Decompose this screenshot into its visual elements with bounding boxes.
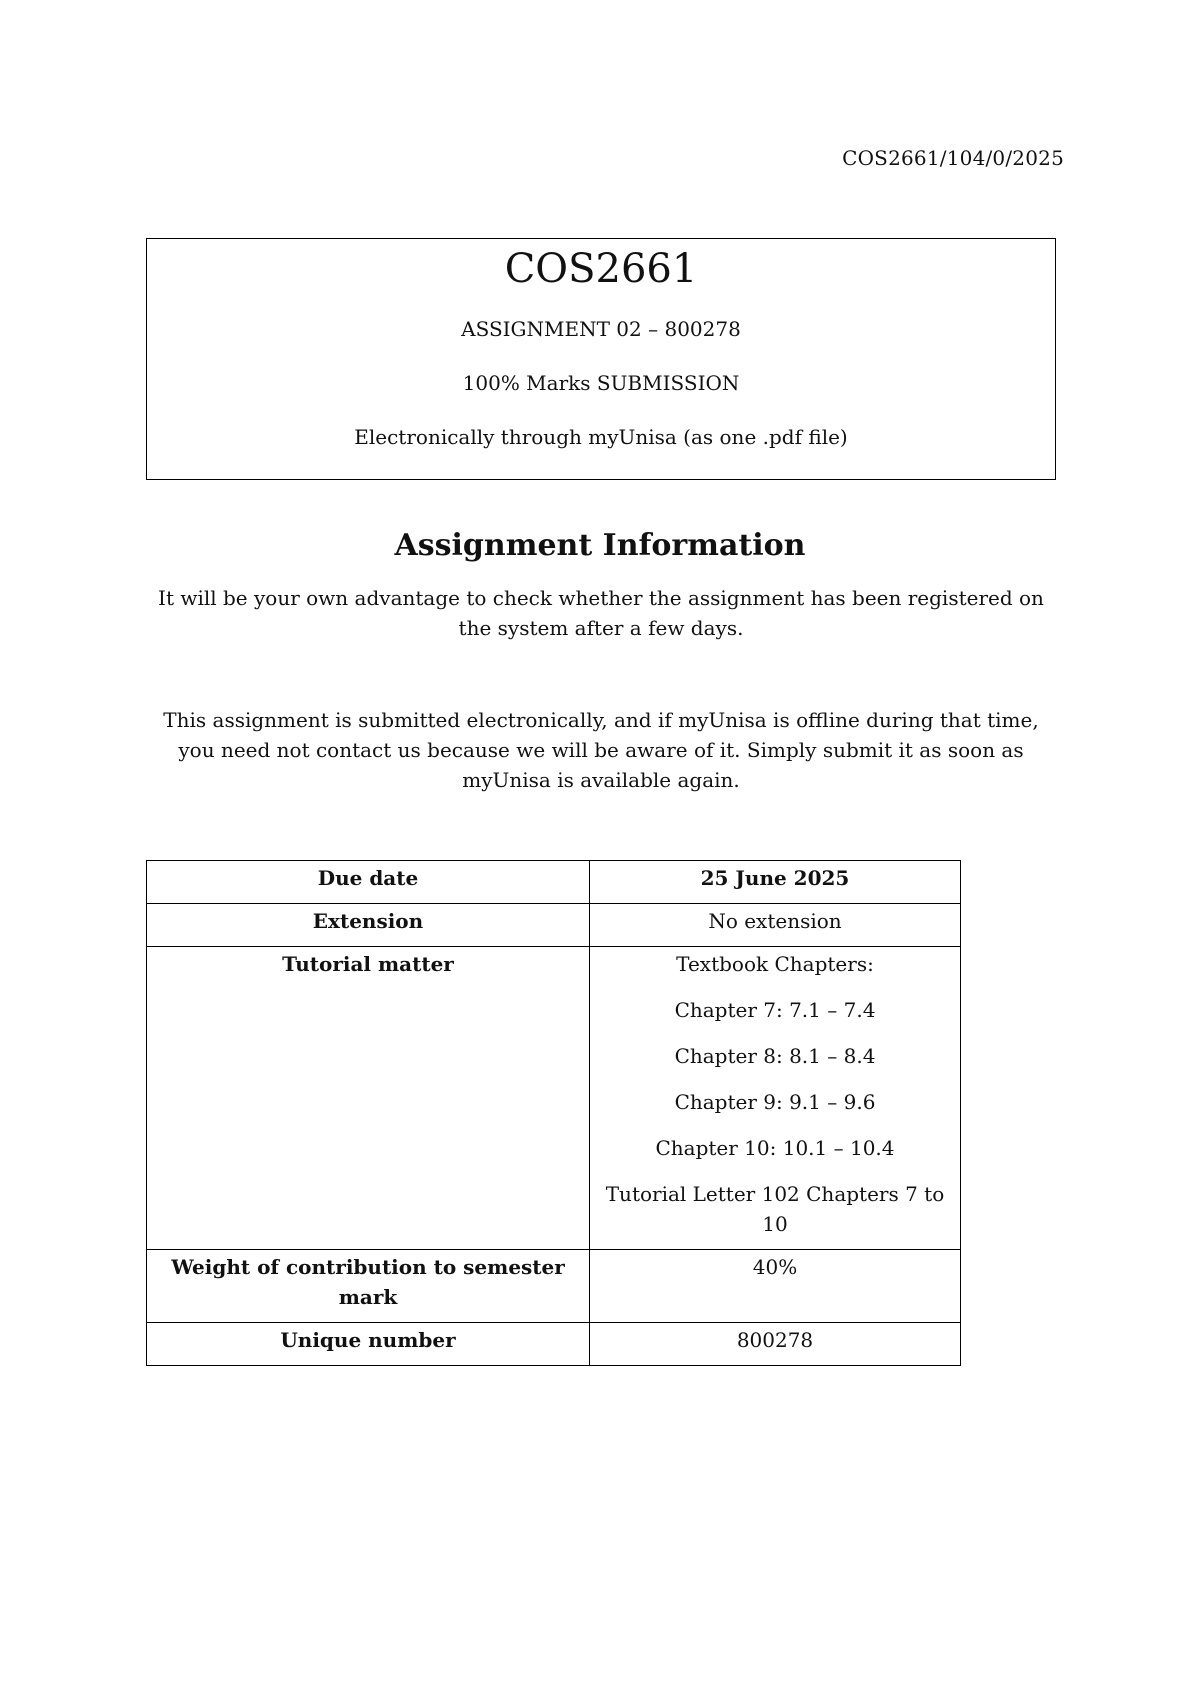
course-code: COS2661 <box>504 246 698 292</box>
document-reference: COS2661/104/0/2025 <box>842 146 1064 170</box>
info-paragraph-2: This assignment is submitted electronically, and if myUnisa is offline during that time, you need not contact us because we will be aware of it. Simply submit it as soon as myUnisa is available again. <box>163 708 1039 792</box>
due-date-label: Due date <box>147 861 590 904</box>
tutorial-line: Tutorial Letter 102 Chapters 7 to 10 <box>605 1182 945 1236</box>
tutorial-line: Chapter 10: 10.1 – 10.4 <box>655 1136 895 1160</box>
table-row <box>147 947 961 1250</box>
extension-value: No extension <box>590 904 961 947</box>
section-heading: Assignment Information <box>394 528 806 563</box>
submission-line: Electronically through myUnisa (as one .pdf file) <box>354 425 848 449</box>
tutorial-matter-value <box>590 947 961 1250</box>
tutorial-line: Chapter 9: 9.1 – 9.6 <box>674 1090 876 1114</box>
unique-number-label: Unique number <box>147 1323 590 1366</box>
unique-number-value: 800278 <box>590 1323 961 1366</box>
table-row <box>147 861 961 904</box>
assignment-line: ASSIGNMENT 02 – 800278 <box>461 317 741 341</box>
tutorial-matter-label: Tutorial matter <box>147 947 590 1250</box>
table-row <box>147 904 961 947</box>
tutorial-line: Chapter 8: 8.1 – 8.4 <box>674 1044 876 1068</box>
weight-value: 40% <box>590 1250 961 1323</box>
extension-label: Extension <box>147 904 590 947</box>
title-box <box>146 238 1056 480</box>
table-row <box>147 1250 961 1323</box>
due-date-value: 25 June 2025 <box>590 861 961 904</box>
assignment-info-table <box>146 860 961 1366</box>
tutorial-line: Textbook Chapters: <box>676 952 874 976</box>
tutorial-line: Chapter 7: 7.1 – 7.4 <box>674 998 876 1022</box>
table-row <box>147 1323 961 1366</box>
marks-line: 100% Marks SUBMISSION <box>462 371 740 395</box>
info-paragraph-1: It will be your own advantage to check whether the assignment has been registered on the system after a few days. <box>158 586 1044 640</box>
weight-label: Weight of contribution to semester mark <box>147 1250 590 1323</box>
